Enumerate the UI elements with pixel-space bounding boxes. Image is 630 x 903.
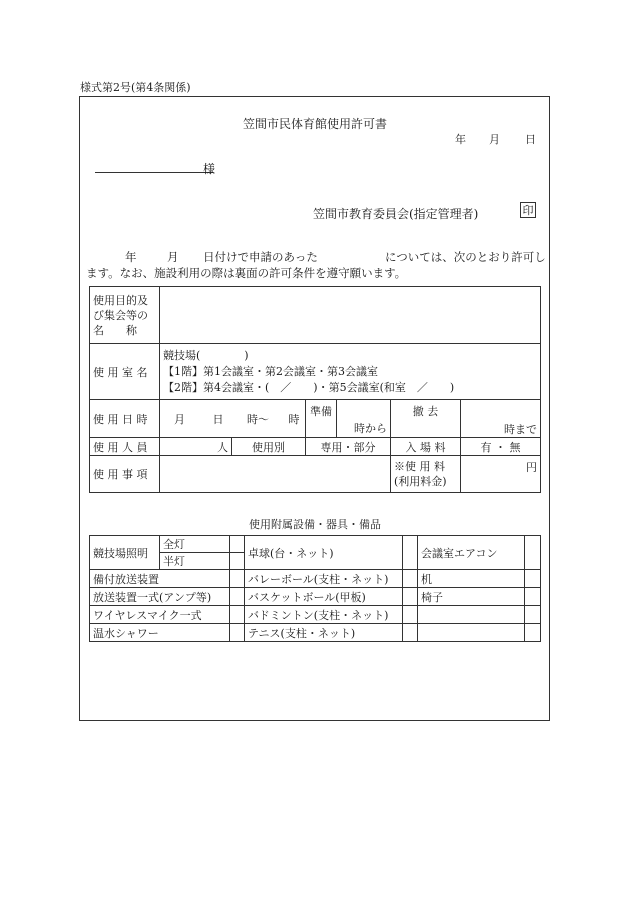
notes-label: 使 用 事 項 <box>90 456 160 493</box>
equipment-check[interactable] <box>403 606 418 624</box>
equipment-name: 机 <box>418 570 525 588</box>
notes-value[interactable] <box>160 456 391 493</box>
equipment-name: バドミントン(支柱・ネット) <box>245 606 403 624</box>
fee-label: ※使 用 料 (利用料金) <box>391 456 461 493</box>
equipment-name: 温水シャワー <box>90 624 230 642</box>
equipment-check[interactable] <box>525 624 541 642</box>
equipment-check[interactable] <box>230 570 245 588</box>
permit-details-table <box>89 286 541 493</box>
equipment-row <box>90 606 541 624</box>
admission-value[interactable]: 有 ・ 無 <box>461 438 541 456</box>
equipment-name: ワイヤレスマイク一式 <box>90 606 230 624</box>
equipment-check[interactable] <box>230 536 245 553</box>
people-value[interactable]: 人 <box>160 438 232 456</box>
date-month: 月 <box>489 133 500 146</box>
datetime-row <box>90 400 541 438</box>
equipment-name <box>418 606 525 624</box>
equipment-name: 卓球(台・ネット) <box>245 536 403 570</box>
purpose-row <box>90 287 541 344</box>
notes-row <box>90 456 541 493</box>
equipment-check[interactable] <box>403 624 418 642</box>
issuer-name: 笠間市教育委員会(指定管理者) <box>313 207 479 221</box>
room-line-2: 【1階】第1会議室・第2会議室・第3会議室 <box>163 364 378 378</box>
equipment-row <box>90 588 541 606</box>
purpose-label: 使用目的及 び集会等の 名 称 <box>90 287 160 344</box>
prep-value[interactable]: 時から <box>354 422 387 435</box>
room-label: 使 用 室 名 <box>90 344 160 400</box>
equipment-check[interactable] <box>525 570 541 588</box>
room-line-1: 競技場( ) <box>163 348 249 362</box>
intro-year: 年 <box>125 250 137 264</box>
equipment-name: バスケットボール(甲板) <box>245 588 403 606</box>
equipment-title: 使用附属設備・器具・備品 <box>249 518 381 531</box>
equipment-check[interactable] <box>403 536 418 570</box>
teardown-value[interactable]: 時まで <box>461 400 541 438</box>
equipment-check[interactable] <box>525 606 541 624</box>
equipment-name: 放送装置一式(アンプ等) <box>90 588 230 606</box>
equipment-name: テニス(支柱・ネット) <box>245 624 403 642</box>
date-year: 年 <box>455 133 466 146</box>
teardown-label: 撤 去 <box>391 400 461 438</box>
datetime-label: 使 用 日 時 <box>90 400 160 438</box>
intro-text-a: 日付けで申請のあった <box>203 250 318 264</box>
intro-text-b: については、次のとおり許可し <box>385 250 546 264</box>
equipment-table <box>89 535 541 642</box>
datetime-value[interactable]: 月 日 時〜 時 <box>160 400 306 438</box>
addressee-suffix: 様 <box>203 162 216 176</box>
fee-value[interactable]: 円 <box>461 456 541 493</box>
equipment-name: 備付放送装置 <box>90 570 230 588</box>
form-number: 様式第2号(第4条関係) <box>80 81 191 94</box>
equipment-name: 競技場照明 <box>90 536 160 570</box>
people-row <box>90 438 541 456</box>
equipment-sub-name: 半灯 <box>160 553 230 570</box>
intro-line-2: ます。なお、施設利用の際は裏面の許可条件を遵守願います。 <box>86 266 407 280</box>
intro-month: 月 <box>167 250 179 264</box>
seal-mark: 印 <box>520 202 536 218</box>
document-title: 笠間市民体育館使用許可書 <box>242 117 387 131</box>
equipment-name <box>418 624 525 642</box>
date-day: 日 <box>525 133 536 146</box>
equipment-check[interactable] <box>403 588 418 606</box>
room-row <box>90 344 541 400</box>
equipment-row <box>90 570 541 588</box>
equipment-check[interactable] <box>525 588 541 606</box>
equipment-check[interactable] <box>230 553 245 570</box>
admission-label: 入 場 料 <box>391 438 461 456</box>
equipment-check[interactable] <box>403 570 418 588</box>
equipment-sub-name: 全灯 <box>160 536 230 553</box>
equipment-row <box>90 624 541 642</box>
prep-cell <box>306 400 391 438</box>
equipment-check[interactable] <box>230 588 245 606</box>
prep-label: 準備 <box>306 400 337 437</box>
room-line-3: 【2階】第4会議室・( ／ )・第5会議室(和室 ／ ) <box>163 380 455 394</box>
equipment-row <box>90 536 541 553</box>
usage-type-label: 使用別 <box>232 438 306 456</box>
equipment-check[interactable] <box>230 606 245 624</box>
equipment-check[interactable] <box>230 624 245 642</box>
addressee-line[interactable] <box>95 172 213 173</box>
equipment-check[interactable] <box>525 536 541 570</box>
people-label: 使 用 人 員 <box>90 438 160 456</box>
room-value[interactable] <box>160 344 541 400</box>
usage-type-value[interactable]: 専用・部分 <box>306 438 391 456</box>
equipment-name: 会議室エアコン <box>418 536 525 570</box>
purpose-value[interactable] <box>160 287 541 344</box>
equipment-name: 椅子 <box>418 588 525 606</box>
equipment-name: バレーボール(支柱・ネット) <box>245 570 403 588</box>
